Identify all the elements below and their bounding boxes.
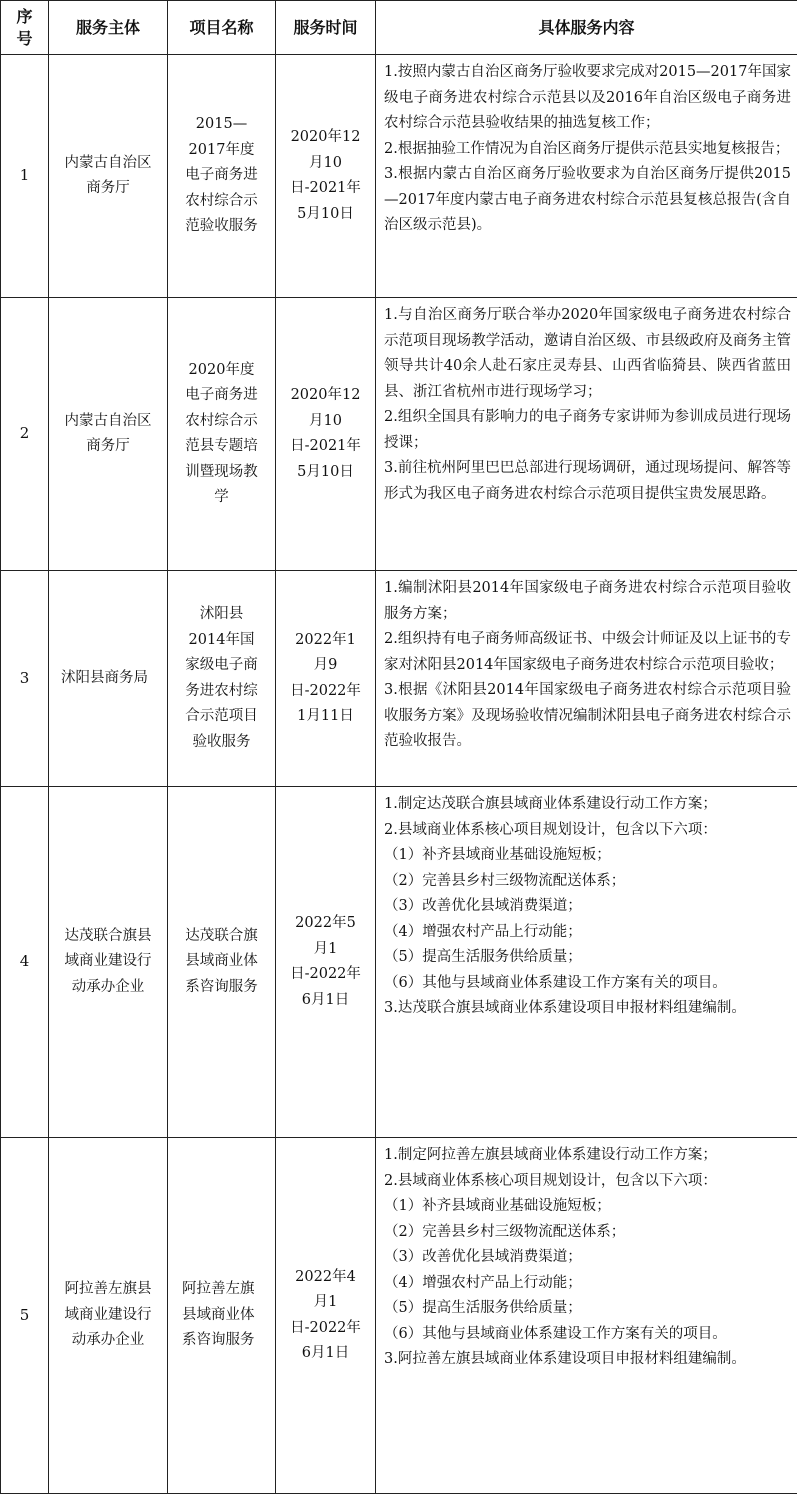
content-item: 3.达茂联合旗县域商业体系建设项目申报材料组建编制。 [384, 1000, 746, 1016]
content-item: （1）补齐县域商业基础设施短板； [384, 847, 611, 863]
table-row [1, 55, 797, 298]
row-service-owner: 内蒙古自治区商务厅 [49, 298, 168, 571]
content-item: 1.制定达茂联合旗县域商业体系建设行动工作方案； [384, 796, 717, 812]
content-item: 3.阿拉善左旗县域商业体系建设项目申报材料组建编制。 [384, 1351, 746, 1367]
row-serial-number: 3 [1, 571, 49, 787]
table-row [1, 571, 797, 787]
row-service-content [376, 1138, 797, 1494]
row-service-time: 2020年12月10日-2021年5月10日 [276, 55, 376, 298]
row-serial-number: 2 [1, 298, 49, 571]
content-item: 1.制定阿拉善左旗县域商业体系建设行动工作方案； [384, 1147, 717, 1163]
content-item: 1.按照内蒙古自治区商务厅验收要求完成对2015—2017年国家级电子商务进农村综合示范县以及2016年自治区级电子商务进农村综合示范县验收结果的抽选复核工作； [384, 64, 791, 131]
row-service-content [376, 787, 797, 1138]
row-service-owner: 内蒙古自治区商务厅 [49, 55, 168, 298]
row-project-name: 达茂联合旗县域商业体系咨询服务 [168, 787, 276, 1138]
content-item: （1）补齐县域商业基础设施短板； [384, 1198, 611, 1214]
row-service-time: 2022年1月9日-2022年1月11日 [276, 571, 376, 787]
header-serial-number: 序号 [1, 1, 49, 55]
content-item: 1.编制沭阳县2014年国家级电子商务进农村综合示范项目验收服务方案； [384, 580, 791, 622]
row-service-owner: 达茂联合旗县域商业建设行动承办企业 [49, 787, 168, 1138]
row-service-owner: 沭阳县商务局 [49, 571, 168, 787]
row-project-name: 沭阳县2014年国家级电子商务进农村综合示范项目验收服务 [168, 571, 276, 787]
row-serial-number: 4 [1, 787, 49, 1138]
content-item: （2）完善县乡村三级物流配送体系； [384, 872, 626, 889]
row-service-content [376, 55, 797, 298]
row-serial-number: 1 [1, 55, 49, 298]
content-item: （5）提高生活服务供给质量； [384, 949, 582, 965]
content-item: 2.根据抽验工作情况为自治区商务厅提供示范县实地复核报告； [384, 140, 790, 157]
row-serial-number: 5 [1, 1138, 49, 1494]
header-project-name: 项目名称 [168, 1, 276, 55]
content-item: （3）改善优化县域消费渠道； [384, 898, 582, 914]
row-project-name: 2015—2017年度电子商务进农村综合示范验收服务 [168, 55, 276, 298]
content-item: 2.组织全国具有影响力的电子商务专家讲师为参训成员进行现场授课； [384, 409, 791, 451]
table-header-row [1, 1, 797, 55]
content-item: （6）其他与县域商业体系建设工作方案有关的项目。 [384, 974, 727, 991]
row-service-time: 2022年4月1日-2022年6月1日 [276, 1138, 376, 1494]
row-project-name: 2020年度电子商务进农村综合示范县专题培训暨现场教学 [168, 298, 276, 571]
content-item: 3.前往杭州阿里巴巴总部进行现场调研，通过现场提问、解答等形式为我区电子商务进农村综合示范项目提供宝贵发展思路。 [384, 460, 791, 502]
content-item: 2.县域商业体系核心项目规划设计，包含以下六项： [384, 821, 717, 838]
row-service-content [376, 571, 797, 787]
content-item: 2.县域商业体系核心项目规划设计，包含以下六项： [384, 1172, 717, 1189]
row-service-time: 2022年5月1日-2022年6月1日 [276, 787, 376, 1138]
row-project-name: 阿拉善左旗县域商业体系咨询服务 [168, 1138, 276, 1494]
table-row [1, 1138, 797, 1494]
header-service-content: 具体服务内容 [376, 1, 797, 55]
content-item: （2）完善县乡村三级物流配送体系； [384, 1223, 626, 1240]
content-item: （4）增强农村产品上行动能； [384, 923, 582, 940]
content-item: （4）增强农村产品上行动能； [384, 1274, 582, 1291]
content-item: （3）改善优化县域消费渠道； [384, 1249, 582, 1265]
table-row [1, 298, 797, 571]
content-item: 3.根据《沭阳县2014年国家级电子商务进农村综合示范项目验收服务方案》及现场验收情况编制沭阳县电子商务进农村综合示范验收报告。 [384, 682, 791, 749]
row-service-owner: 阿拉善左旗县域商业建设行动承办企业 [49, 1138, 168, 1494]
content-item: 2.组织持有电子商务师高级证书、中级会计师证及以上证书的专家对沭阳县2014年国家级电子商务进农村综合示范项目验收； [384, 631, 791, 673]
content-item: 1.与自治区商务厅联合举办2020年国家级电子商务进农村综合示范项目现场教学活动，邀请自治区级、市县级政府及商务主管领导共计40余人赴石家庄灵寿县、山西省临猗县、陕西省蓝田县、浙江省杭州市进行现场学习； [384, 307, 791, 400]
content-item: （6）其他与县域商业体系建设工作方案有关的项目。 [384, 1325, 727, 1342]
row-service-time: 2020年12月10日-2021年5月10日 [276, 298, 376, 571]
content-item: （5）提高生活服务供给质量； [384, 1300, 582, 1316]
row-service-content [376, 298, 797, 571]
header-service-time: 服务时间 [276, 1, 376, 55]
header-service-owner: 服务主体 [49, 1, 168, 55]
content-item: 3.根据内蒙古自治区商务厅验收要求为自治区商务厅提供2015—2017年度内蒙古电子商务进农村综合示范县复核总报告(含自治区级示范县)。 [384, 166, 791, 233]
table-row [1, 787, 797, 1138]
